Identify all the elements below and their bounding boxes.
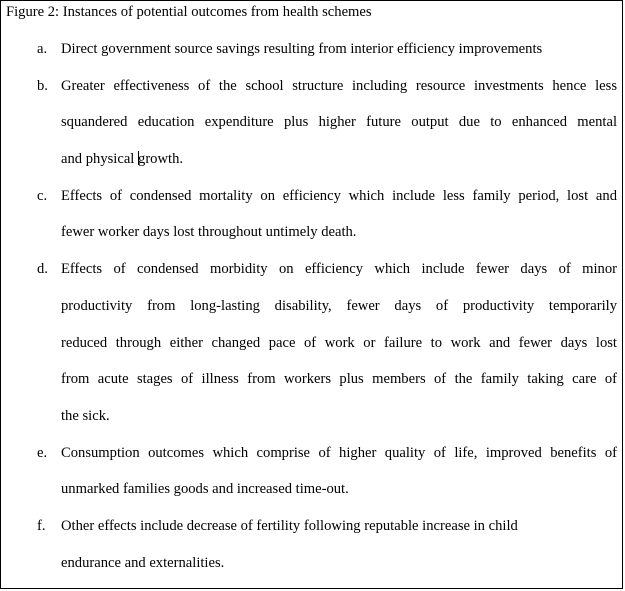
- list-item-d: [1, 251, 622, 434]
- list-item-f: [1, 508, 622, 581]
- outcomes-list: [1, 31, 622, 581]
- text-line: Consumption outcomes which comprise of higher quality of life, improved benefits of: [61, 444, 617, 461]
- list-marker: c.: [37, 187, 48, 204]
- list-item-a: [1, 31, 622, 68]
- text-line: Direct government source savings resulting from interior efficiency improvements: [61, 41, 543, 57]
- list-item-e: [1, 435, 622, 508]
- text-fragment: growth.: [138, 151, 184, 168]
- text-line: from acute stages of illness from workers plus members of the family taking care of: [61, 371, 617, 388]
- list-marker: f.: [37, 517, 46, 534]
- text-line: the sick.: [61, 407, 110, 424]
- text-fragment: and physical: [61, 151, 139, 168]
- list-item-b: [1, 68, 622, 178]
- text-line: squandered education expenditure plus higher future output due to enhanced mental: [61, 114, 617, 131]
- list-marker: a.: [37, 41, 48, 57]
- list-item-c: [1, 178, 622, 251]
- text-line: fewer worker days lost throughout untimely death.: [61, 224, 357, 241]
- text-line: productivity from long-lasting disability, fewer days of productivity temporarily: [61, 297, 617, 314]
- list-item-text: [61, 68, 617, 178]
- text-line: Effects of condensed mortality on efficiency which include less family period, lost and: [61, 187, 617, 204]
- figure-title: Figure 2: Instances of potential outcomes from health schemes: [6, 4, 372, 20]
- list-item-text: [61, 435, 617, 508]
- text-line: endurance and externalities.: [61, 554, 225, 571]
- text-line: reduced through either changed pace of work or failure to work and fewer days lost: [61, 334, 617, 351]
- list-item-text: [61, 178, 617, 251]
- text-line: Effects of condensed morbidity on efficiency which include fewer days of minor: [61, 261, 617, 278]
- text-line: unmarked families goods and increased time-out.: [61, 481, 349, 498]
- text-line: Other effects include decrease of fertility following reputable increase in child: [61, 517, 518, 534]
- list-item-text: [61, 508, 617, 581]
- text-line-with-cursor[interactable]: [61, 141, 617, 178]
- list-item-text: [61, 251, 617, 434]
- list-item-text: [61, 31, 617, 68]
- text-line: Greater effectiveness of the school structure including resource investments hence less: [61, 77, 617, 94]
- list-marker: e.: [37, 444, 48, 461]
- list-marker: d.: [37, 261, 48, 278]
- list-marker: b.: [37, 77, 48, 94]
